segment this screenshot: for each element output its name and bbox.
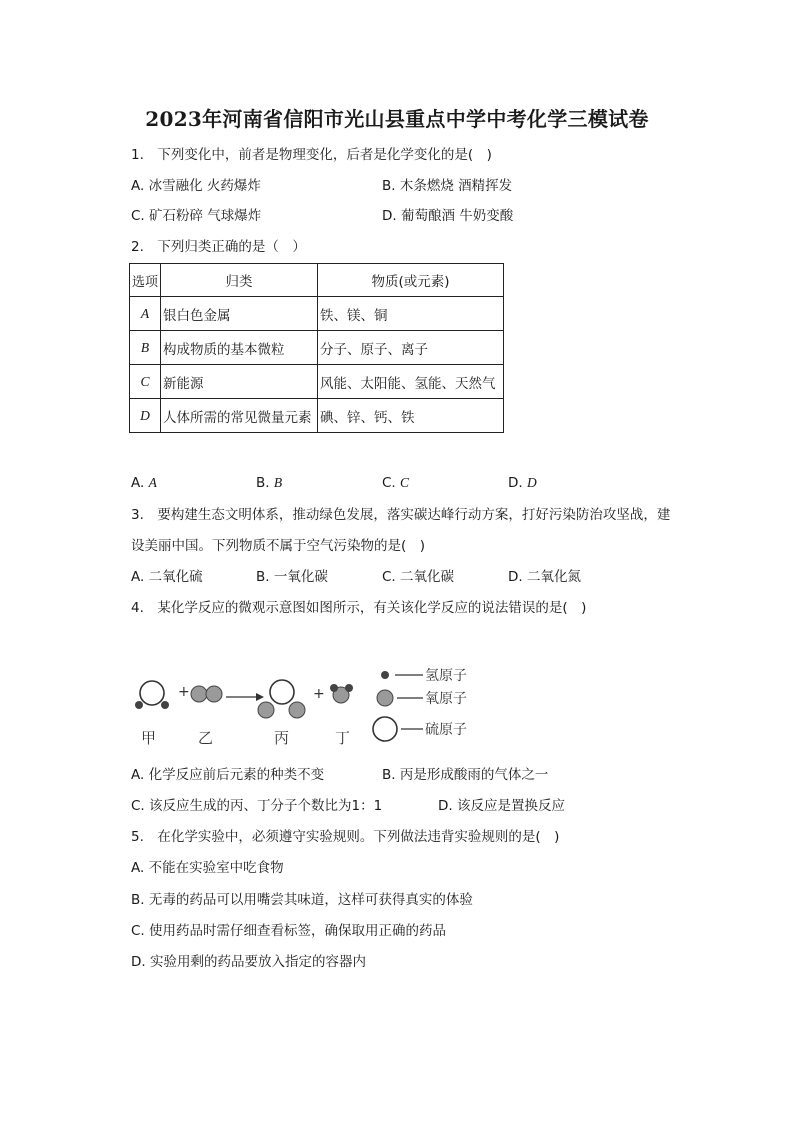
sulfur-atom-icon [373,717,397,741]
table-cell: 构成物质的基本微粒 [161,331,318,365]
q1-option-a: A. 冰雪融化 火药爆炸 [131,178,261,194]
table-cell: A [130,297,161,331]
q4-option-d: D. 该反应是置换反应 [438,798,565,814]
table-cell: 分子、原子、离子 [318,331,504,365]
molecule-yi [191,686,222,702]
page-title: 2023年河南省信阳市光山县重点中学中考化学三模试卷 [145,107,649,131]
table-row [130,399,504,433]
q4-option-a: A. 化学反应前后元素的种类不变 [131,767,325,783]
label-jia: 甲 [141,729,157,747]
option-prefix: A. [131,475,145,491]
table-cell: B [130,331,161,365]
table-row [130,331,504,365]
q5-stem: 5. 在化学实验中，必须遵守实验规则。下列做法违背实验规则的是( ) [131,829,560,845]
table-header-cell: 选项 [130,264,161,297]
q1-stem: 1. 下列变化中，前者是物理变化，后者是化学变化的是( ) [131,147,492,163]
label-bing: 丙 [274,729,290,747]
q5-option-b: B. 无毒的药品可以用嘴尝其味道，这样可获得真实的体验 [131,892,473,908]
option-prefix: D. [508,475,523,491]
q2-option-b [256,474,282,492]
molecule-ding [330,684,353,703]
svg-text:+: + [313,686,325,702]
table-header-cell: 归类 [161,264,318,297]
q4-option-c: C. 该反应生成的丙、丁分子个数比为1：1 [131,798,383,814]
option-value: C [400,475,410,490]
q5-option-c: C. 使用药品时需仔细查看标签，确保取用正确的药品 [131,923,447,939]
reaction-diagram [125,655,495,755]
molecule-jia [135,681,169,709]
q1-option-d: D. 葡萄酿酒 牛奶变酸 [382,208,514,224]
legend-oxygen: 氧原子 [425,691,467,707]
label-yi: 乙 [198,729,214,747]
table-cell: 碘、锌、钙、铁 [318,399,504,433]
q3-option-c: C. 二氧化碳 [382,569,455,585]
q2-stem: 2. 下列归类正确的是（ ） [131,239,306,255]
q3-option-a: A. 二氧化硫 [131,569,203,585]
option-value: A [148,475,157,490]
q3-stem-line1: 3. 要构建生态文明体系，推动绿色发展，落实碳达峰行动方案，打好污染防治攻坚战，建 [131,507,671,523]
option-value: B [273,475,283,490]
table-row [130,297,504,331]
classification-table [129,263,504,433]
molecule-bing [258,680,305,718]
q2-option-a [131,474,157,492]
q3-option-b: B. 一氧化碳 [256,569,328,585]
q3-stem-line2: 设美丽中国。下列物质不属于空气污染物的是( ) [131,538,426,554]
table-cell: 新能源 [161,365,318,399]
option-prefix: C. [382,475,396,491]
option-prefix: B. [256,475,270,491]
q4-stem: 4. 某化学反应的微观示意图如图所示，有关该化学反应的说法错误的是( ) [131,600,587,616]
table-cell: C [130,365,161,399]
table-cell: 银白色金属 [161,297,318,331]
hydrogen-atom-icon [381,671,389,679]
q3-option-d: D. 二氧化氮 [508,569,581,585]
table-row [130,365,504,399]
legend-sulfur: 硫原子 [425,722,467,738]
q1-option-c: C. 矿石粉碎 气球爆炸 [131,208,262,224]
table-cell: 风能、太阳能、氢能、天然气 [318,365,504,399]
label-ding: 丁 [335,729,351,747]
q2-option-c [382,474,409,492]
q1-option-b: B. 木条燃烧 酒精挥发 [382,178,513,194]
legend-hydrogen: 氢原子 [425,668,467,684]
table-header-row [130,264,504,297]
q5-option-d: D. 实验用剩的药品要放入指定的容器内 [131,954,366,970]
table-cell: 铁、镁、铜 [318,297,504,331]
q4-option-b: B. 丙是形成酸雨的气体之一 [382,767,549,783]
table-cell: 人体所需的常见微量元素 [161,399,318,433]
q5-option-a: A. 不能在实验室中吃食物 [131,860,284,876]
table-cell: D [130,399,161,433]
oxygen-atom-icon [377,690,393,706]
table-header-cell: 物质(或元素) [318,264,504,297]
svg-text:+: + [178,684,190,700]
option-value: D [526,475,537,490]
q2-option-d [508,474,537,492]
